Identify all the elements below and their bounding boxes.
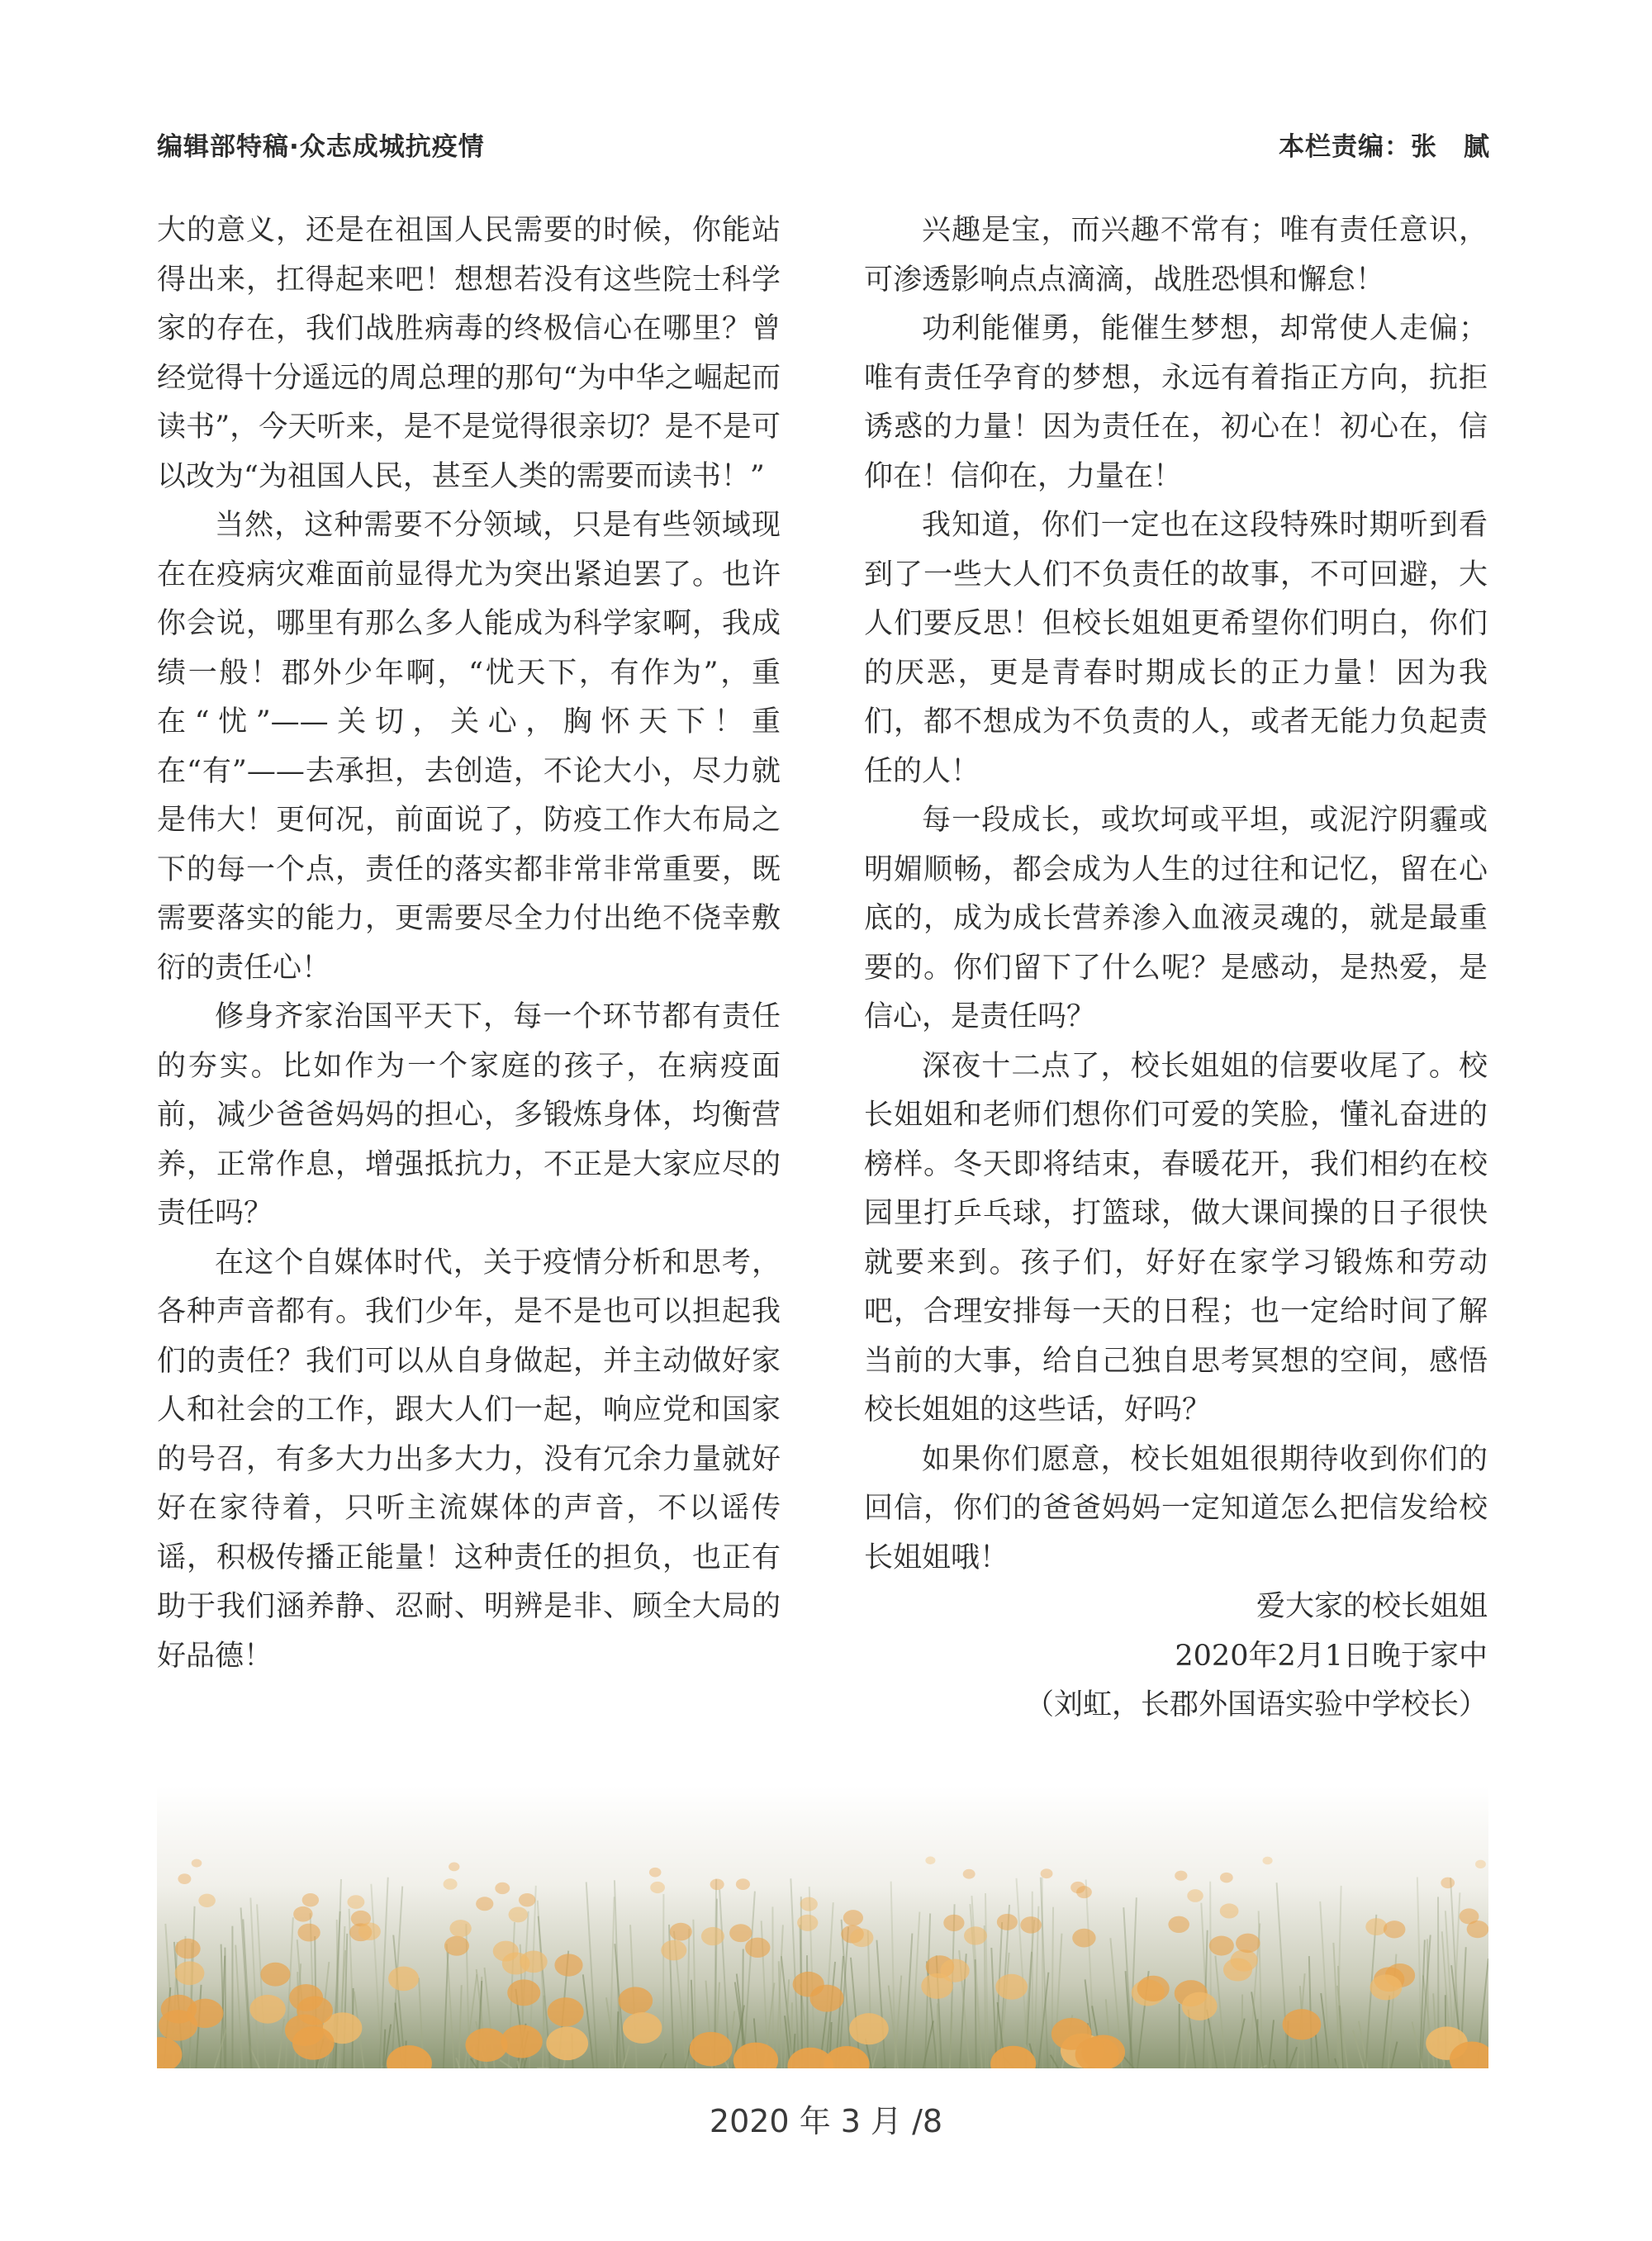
poppy-flower	[649, 1868, 662, 1878]
grass-blade	[379, 1878, 387, 2068]
grass-blade	[950, 2012, 952, 2068]
poppy-flower	[157, 2037, 182, 2068]
poppy-flower	[990, 2046, 1036, 2068]
poppy-flower	[302, 1893, 319, 1906]
grass-blade	[243, 1919, 251, 2068]
poppy-flower	[1283, 2009, 1322, 2039]
poppy-flower	[178, 1873, 191, 1884]
poppy-flower	[1020, 1916, 1042, 1934]
grass-blade	[663, 1894, 664, 2068]
poppy-flower	[843, 1910, 863, 1925]
grass-blade	[1184, 2018, 1189, 2068]
poppy-flower	[925, 1856, 935, 1864]
poppy-flower	[943, 1915, 964, 1931]
poppy-flower	[701, 1927, 724, 1945]
poppy-flower	[619, 1987, 653, 2014]
signature-date: 2020年2月1日晚于家中	[1175, 1639, 1488, 1673]
poppy-flower	[187, 1999, 223, 2028]
poppy-flower	[476, 1897, 493, 1911]
grass-blade	[235, 1945, 242, 2068]
poppy-flower	[1182, 1992, 1218, 2020]
poppy-flower	[1441, 1878, 1455, 1888]
poppy-flower	[1081, 2034, 1125, 2068]
poppy-flower	[997, 1914, 1018, 1930]
poppy-flower	[1175, 1871, 1187, 1881]
page-number: 2020 年 3 月 /8	[709, 2103, 943, 2139]
poppy-flower	[293, 1906, 312, 1922]
poppy-flower	[1070, 1882, 1085, 1893]
paragraph: 我知道，你们一定也在这段特殊时期听到看到了一些大人们不负责任的故事，不可回避，大人们要反思！但校长姐姐更希望你们明白，你们的厌恶，更是青春时期成长的正力量！因为我们，都不想成为不负责的人，或者无能力负起责任的人！	[864, 509, 1488, 788]
poppy-flower	[520, 1951, 547, 1973]
paragraph: 大的意义，还是在祖国人民需要的时候，你能站得出来，扛得起来吧！想想若没有这些院士科学家的存在，我们战胜病毒的终极信心在哪里？曾经觉得十分遥远的周总理的那句“为中华之崛起而读书”，今天听来，是不是觉得很亲切？是不是可以改为“为祖国人民，甚至人类的需要而读书！”	[157, 214, 781, 493]
grass-blade	[543, 1996, 544, 2068]
poppy-flower	[1041, 1868, 1053, 1878]
grass-blade	[904, 1934, 912, 2068]
grass-blade	[1274, 2059, 1276, 2068]
poppy-flower	[249, 1995, 285, 2024]
poppy-flower	[297, 1924, 320, 1942]
poppy-flower	[849, 2013, 889, 2044]
poppy-flower	[388, 1967, 419, 1992]
poppy-field-illustration	[157, 1786, 1488, 2068]
poppy-flower	[690, 2032, 733, 2067]
grass-blade	[876, 1940, 885, 2068]
poppy-field-photo	[157, 1786, 1488, 2068]
grass-blade	[1289, 2047, 1297, 2068]
poppy-flower	[1475, 1860, 1486, 1868]
section-title: 编辑部特稿·众志成城抗疫情	[157, 132, 485, 162]
poppy-flower	[297, 1996, 333, 2025]
poppy-flower	[1384, 1921, 1406, 1938]
poppy-flower	[449, 1863, 459, 1872]
grass-blade	[1042, 1878, 1043, 2068]
poppy-flower	[729, 1924, 752, 1942]
poppy-flower	[292, 2026, 335, 2060]
poppy-flower	[358, 1922, 381, 1940]
poppy-flower	[736, 1878, 750, 1890]
poppy-flower	[519, 1893, 535, 1906]
poppy-flower	[921, 1973, 953, 1999]
grass-blade	[1391, 2042, 1397, 2068]
poppy-flower	[444, 1878, 458, 1890]
poppy-flower	[449, 1920, 471, 1937]
poppy-flower	[465, 2028, 507, 2062]
paragraph: 如果你们愿意，校长姐姐很期待收到你们的回信，你们的爸爸妈妈一定知道怎么把信发给校长姐姐哦！	[864, 1442, 1488, 1574]
paragraph: 兴趣是宝，而兴趣不常有；唯有责任意识，可渗透影响点点滴滴，战胜恐惧和懈怠！	[864, 214, 1488, 297]
grass-blade	[1316, 2034, 1319, 2068]
poppy-flower	[260, 1963, 290, 1987]
poppy-flower	[175, 1961, 205, 1985]
poppy-flower	[501, 2025, 542, 2058]
poppy-flower	[995, 1974, 1028, 2000]
grass-blade	[743, 1892, 755, 2068]
grass-blade	[895, 1976, 901, 2068]
poppy-flower	[1137, 1976, 1170, 2001]
poppy-flower	[800, 1897, 818, 1911]
poppy-flower	[1236, 1934, 1260, 1954]
poppy-flower	[546, 2027, 588, 2061]
paragraph: 在这个自媒体时代，关于疫情分析和思考，各种声音都有。我们少年，是不是也可以担起我们的责任？我们可以从自身做起，并主动做好家人和社会的工作，跟大人们一起，响应党和国家的号召，有多大力出多大力，没有冗余力量就好好在家待着，只听主流媒体的声音，不以谣传谣，积极传播正能量！这种责任的担负，也正有助于我们涵养静、忍耐、明辨是非、顾全大局的好品德！	[157, 1246, 781, 1673]
poppy-flower	[1209, 1936, 1234, 1956]
poppy-flower	[507, 1979, 540, 2006]
column-editor: 本栏责编：张 腻	[1279, 132, 1490, 162]
poppy-flower	[1263, 1857, 1273, 1865]
poppy-flower	[1168, 1916, 1189, 1933]
poppy-flower	[1365, 1918, 1387, 1935]
poppy-flower	[1220, 1873, 1233, 1883]
grass-blade	[1269, 2020, 1274, 2068]
poppy-flower	[1187, 1889, 1203, 1902]
grass-blade	[1234, 2019, 1245, 2068]
poppy-flower	[495, 1883, 510, 1894]
poppy-flower	[650, 1882, 665, 1893]
paragraph: 深夜十二点了，校长姐姐的信要收尾了。校长姐姐和老师们想你们可爱的笑脸，懂礼奋进的榜样。冬天即将结束，春暖花开，我们相约在校园里打乒乓球，打篮球，做大课间操的日子很快就要来到。孩子们，好好在家学习锻炼和劳动吧，合理安排每一天的日程；也一定给时间了解当前的大事，给自己独自思考冥想的空间，感悟校长姐姐的这些话，好吗？	[864, 1049, 1488, 1427]
poppy-flower	[493, 1941, 519, 1962]
grass-blade	[444, 1952, 449, 2068]
poppy-flower	[793, 1972, 824, 1997]
grass-blade	[458, 1985, 461, 2068]
grass-blade	[1210, 1882, 1211, 2068]
grass-blade	[500, 2060, 512, 2068]
poppy-flower	[444, 1936, 469, 1956]
grass-blade	[241, 1907, 251, 2068]
poppy-flower	[198, 1894, 216, 1907]
grass-blade	[772, 1906, 773, 2068]
grass-blade	[447, 1944, 454, 2068]
poppy-flower	[175, 1939, 201, 1959]
poppy-flower	[710, 1878, 724, 1890]
grass-blade	[1051, 1907, 1053, 2068]
poppy-flower	[1220, 1903, 1239, 1918]
right-column	[864, 207, 1488, 1731]
poppy-flower	[548, 1997, 584, 2026]
poppy-flower	[1370, 1974, 1402, 2000]
grass-blade	[586, 1882, 597, 2068]
poppy-flower	[850, 1928, 873, 1947]
poppy-flower	[554, 1954, 582, 1976]
poppy-flower	[1223, 1958, 1252, 1981]
poppy-flower	[509, 1907, 529, 1923]
poppy-flower	[963, 1869, 976, 1879]
left-column	[157, 207, 781, 1681]
poppy-flower	[347, 1895, 364, 1909]
grass-blade	[1130, 1897, 1137, 2068]
paragraph: 每一段成长，或坎坷或平坦，或泥泞阴霾或明媚顺畅，都会成为人生的过往和记忆，留在心底的，成为成长营养渗入血液灵魂的，就是最重要的。你们留下了什么呢？是感动，是热爱，是信心，是责任吗？	[864, 804, 1488, 1033]
poppy-flower	[670, 1923, 692, 1941]
grass-blade	[617, 2011, 619, 2068]
poppy-flower	[964, 1926, 987, 1944]
poppy-flower	[623, 2012, 662, 2044]
grass-blade	[687, 1929, 690, 2068]
poppy-flower	[1072, 1929, 1095, 1948]
paragraph: 修身齐家治国平天下，每一个环节都有责任的夯实。比如作为一个家庭的孩子，在病疫面前，减少爸爸妈妈的担心，多锻炼身体，均衡营养，正常作息，增强抵抗力，不正是大家应尽的责任吗？	[157, 1000, 781, 1230]
paragraph: 当然，这种需要不分领域，只是有些领域现在在疫病灾难面前显得尤为突出紧迫罢了。也许你会说，哪里有那么多人能成为科学家啊，我成绩一般！郡外少年啊，“忧天下，有作为”，重在“忧”——关切，关心，胸怀天下！重在“有”——去承担，去创造，不论大小，尽力就是伟大！更何况，前面说了，防疫工作大布局之下的每一个点，责任的落实都非常非常重要，既需要落实的能力，更需要尽全力付出绝不侥幸敷衍的责任心！	[157, 509, 781, 985]
grass-blade	[1055, 1934, 1062, 2068]
poppy-flower	[192, 1859, 202, 1867]
signature-name: 爱大家的校长姐姐	[1256, 1590, 1488, 1623]
paragraph: 功利能催勇，能催生梦想，却常使人走偏；唯有责任孕育的梦想，永远有着指正方向，抗拒诱惑的力量！因为责任在，初心在！初心在，信仰在！信仰在，力量在！	[864, 312, 1488, 493]
grass-blade	[1016, 1878, 1028, 2068]
grass-blade	[278, 2019, 284, 2068]
grass-blade	[1277, 1883, 1289, 2068]
grass-blade	[868, 1930, 872, 2068]
grass-blade	[1320, 1902, 1330, 2068]
poppy-flower	[797, 1915, 818, 1931]
grass-blade	[257, 1904, 266, 2068]
author-credit: （刘虹，长郡外国语实验中学校长）	[1024, 1688, 1488, 1721]
poppy-flower	[1467, 1921, 1488, 1938]
poppy-flower	[661, 1940, 686, 1961]
poppy-flower	[745, 1938, 770, 1958]
